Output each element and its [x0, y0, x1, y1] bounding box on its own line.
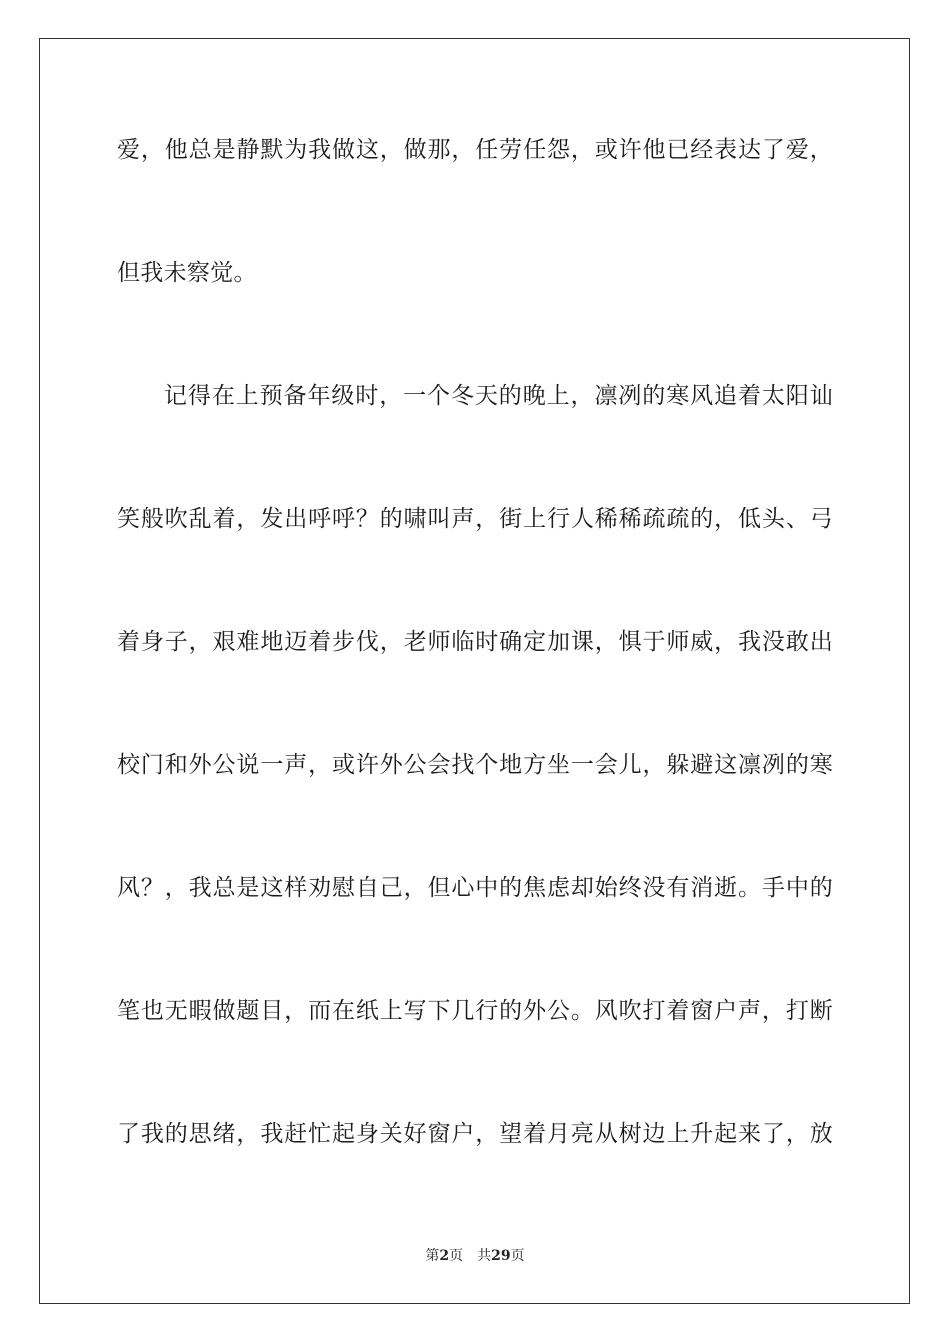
page-total: 共29页	[477, 1248, 525, 1264]
text-line: 笑般吹乱着，发出呼呼？的啸叫声，街上行人稀稀疏疏的，低头、弓	[117, 506, 833, 532]
page-number: 第2页	[425, 1248, 464, 1264]
text-line: 爱，他总是静默为我做这，做那，任劳任怨，或许他已经表达了爱，	[117, 137, 833, 163]
text-line: 校门和外公说一声，或许外公会找个地方坐一会儿，躲避这凛冽的寒	[117, 752, 833, 778]
text-line: 但我未察觉。	[117, 260, 257, 286]
text-line: 了我的思绪，我赶忙起身关好窗户，望着月亮从树边上升起来了，放	[117, 1121, 833, 1147]
paragraph-start-line: 记得在上预备年级时，一个冬天的晚上，凛冽的寒风追着太阳讪	[164, 383, 833, 409]
text-line: 风？，我总是这样劝慰自己，但心中的焦虑却始终没有消逝。手中的	[117, 875, 833, 901]
text-line: 笔也无暇做题目，而在纸上写下几行的外公。风吹打着窗户声，打断	[117, 998, 833, 1024]
text-line: 着身子，艰难地迈着步伐，老师临时确定加课，惧于师威，我没敢出	[117, 629, 833, 655]
page-border	[39, 38, 910, 1304]
page-footer	[0, 1246, 950, 1266]
